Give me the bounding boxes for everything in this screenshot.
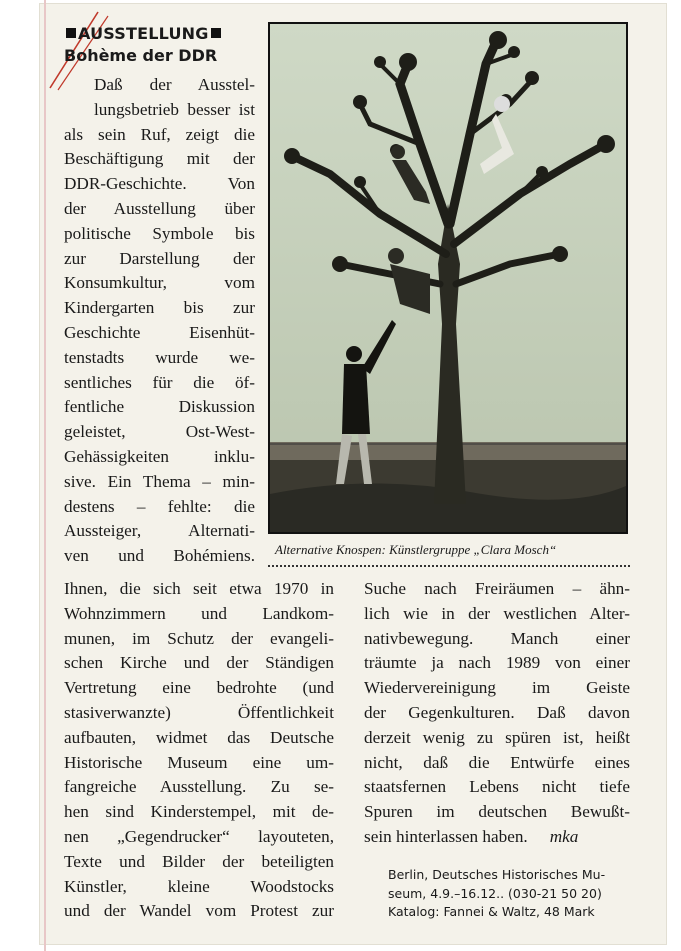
- closing-text: sein hinterlassen haben.: [364, 826, 528, 846]
- text-line: Vertretung eine bedrohte (und: [64, 678, 334, 698]
- photo-caption: Alternative Knospen: Künstlergruppe „Clara Mosch“: [275, 542, 557, 557]
- text-line: Kindergarten bis zur: [64, 298, 255, 318]
- body-column-right: [364, 577, 630, 850]
- text-line: Beschäftigung mit der: [64, 149, 255, 169]
- text-line: nen „Gegendrucker“ layouteten,: [64, 826, 334, 846]
- text-line: Wiedervereinigung im Geiste: [364, 678, 630, 698]
- text-line: Wohnzimmern und Landkom-: [64, 603, 334, 623]
- text-line: Konsumkultur, vom: [64, 273, 255, 293]
- text-line: aufbauten, widmet das Deutsche: [64, 727, 334, 747]
- intro-column-indented: [94, 73, 255, 123]
- text-line: derzeit wenig zu spüren ist, heißt: [364, 727, 630, 747]
- caption-divider: [268, 565, 630, 567]
- text-line: der Ausstellung über: [64, 198, 255, 218]
- text-line: staatsfernen Lebens nicht tiefe: [364, 777, 630, 797]
- text-line: sentliches für die öf-: [64, 372, 255, 392]
- text-line: Daß der Ausstel-: [94, 75, 255, 94]
- text-line: Texte und Bilder der beteiligten: [64, 851, 334, 871]
- text-line: lungsbetrieb besser ist: [94, 99, 255, 119]
- text-line: fentliche Diskussion: [64, 397, 255, 417]
- text-line: schen Kirche und der Ständigen: [64, 653, 334, 673]
- text-line: Spuren im deutschen Bewußt-: [364, 802, 630, 822]
- text-line: lich wie in der westlichen Alter-: [364, 603, 630, 623]
- text-line: nativbewegung. Manch einer: [364, 628, 630, 648]
- text-line: Historische Museum eine um-: [64, 752, 334, 772]
- closing-line: [364, 825, 630, 850]
- text-line: politische Symbole bis: [64, 223, 255, 243]
- tree-photo-illustration: [270, 24, 626, 532]
- text-line: sive. Ein Thema – min-: [64, 471, 255, 491]
- margin-line: [44, 0, 46, 951]
- info-line: seum, 4.9.–16.12.. (030-21 50 20): [388, 885, 602, 901]
- text-line: nicht, daß die Entwürfe eines: [364, 752, 630, 772]
- text-line: Aussteiger, Alternati-: [64, 521, 255, 541]
- info-line: Katalog: Fannei & Waltz, 48 Mark: [388, 904, 595, 919]
- text-line: Ihnen, die sich seit etwa 1970 in: [64, 579, 334, 598]
- text-line: Künstler, kleine Woodstocks: [64, 876, 334, 896]
- text-line: ven und Bohémiens.: [64, 546, 255, 566]
- text-line: zur Darstellung der: [64, 248, 255, 268]
- text-line: DDR-Geschichte. Von: [64, 174, 255, 194]
- info-line: Berlin, Deutsches Historisches Mu-: [388, 867, 606, 882]
- article-photo: [268, 22, 628, 534]
- headline: Bohème der DDR: [64, 46, 218, 65]
- text-line: als sein Ruf, zeigt die: [64, 124, 255, 144]
- text-line: und der Wandel vom Protest zur: [64, 901, 334, 921]
- text-line: Suche nach Freiräumen – ähn-: [364, 579, 630, 598]
- text-line: destens – fehlte: die: [64, 496, 255, 516]
- text-line: Gehässigkeiten inklu-: [64, 446, 255, 466]
- text-line: träumte ja nach 1989 von einer: [364, 653, 630, 673]
- text-line: stasiverwanzte) Öffentlichkeit: [64, 702, 334, 722]
- section-kicker: AUSSTELLUNG: [64, 24, 223, 43]
- text-line: geleistet, Ost-West-: [64, 422, 255, 442]
- exhibition-info: [388, 866, 605, 922]
- intro-column: [64, 123, 255, 569]
- body-column-left: [64, 577, 334, 924]
- text-line: tenstadts wurde we-: [64, 347, 255, 367]
- author-signature: mka: [549, 826, 579, 846]
- text-line: der Gegenkulturen. Daß davon: [364, 702, 630, 722]
- text-line: munen, im Schutz der evangeli-: [64, 628, 334, 648]
- text-line: hen sind Kinderstempel, mit de-: [64, 802, 334, 822]
- text-line: Geschichte Eisenhüt-: [64, 322, 255, 342]
- text-line: fangreiche Ausstellung. Zu se-: [64, 777, 334, 797]
